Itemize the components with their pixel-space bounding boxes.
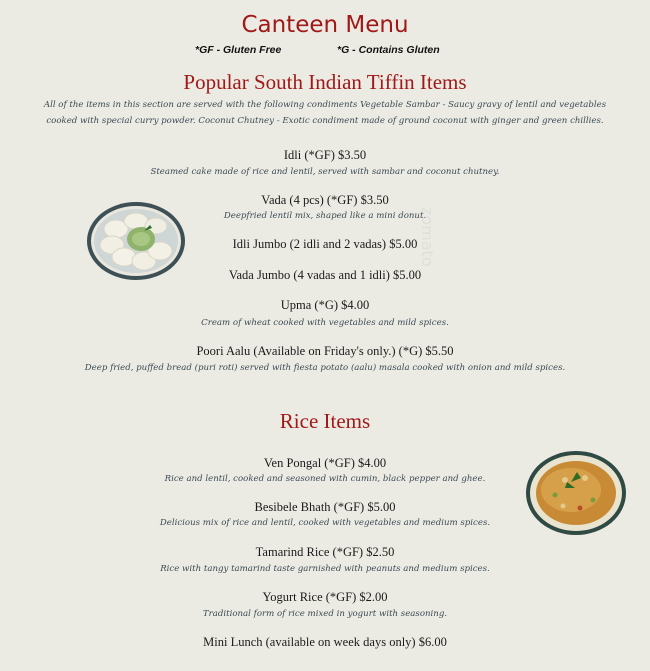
menu-item-name: Idli Jumbo (2 idli and 2 vadas) $5.00 bbox=[232, 237, 418, 251]
menu-item-description: Deep fried, puffed bread (puri roti) served with fiesta potato (aalu) masala cooked with onion and mild spices. bbox=[84, 363, 566, 373]
tiffin-heading: Popular South Indian Tiffin Items bbox=[183, 70, 467, 94]
menu-item-description: Rice with tangy tamarind taste garnished with peanuts and medium spices. bbox=[160, 564, 490, 574]
page-title: Canteen Menu bbox=[241, 12, 409, 38]
menu-item-description: Delicious mix of rice and lentil, cooked with vegetables and medium spices. bbox=[159, 518, 491, 528]
menu-item-name: Tamarind Rice (*GF) $2.50 bbox=[255, 545, 395, 559]
menu-item-name: Idli (*GF) $3.50 bbox=[283, 148, 367, 162]
legend-contains-gluten: *G - Contains Gluten bbox=[337, 44, 440, 56]
tiffin-intro bbox=[4, 97, 646, 129]
menu-item-description: Deepfried lentil mix, shaped like a mini donut. bbox=[223, 211, 427, 221]
menu-item-description: Rice and lentil, cooked and seasoned with cumin, black pepper and ghee. bbox=[164, 474, 486, 484]
menu-item-description: Cream of wheat cooked with vegetables and mild spices. bbox=[201, 318, 449, 328]
menu-item-name: Besibele Bhath (*GF) $5.00 bbox=[254, 500, 396, 514]
menu-item-name: Mini Lunch (available on week days only) $6.00 bbox=[203, 635, 447, 649]
rice-dish-photo bbox=[525, 450, 627, 536]
menu-item-name: Upma (*G) $4.00 bbox=[280, 298, 370, 312]
tiffin-intro-line-1: All of the items in this section are served with the following condiments Vegetable Sambar - Saucy gravy of lentil and vegetables bbox=[43, 100, 607, 110]
menu-item-name: Vada (4 pcs) (*GF) $3.50 bbox=[261, 193, 389, 207]
menu-item-description: Steamed cake made of rice and lentil, served with sambar and coconut chutney. bbox=[150, 167, 500, 177]
menu-item-name: Yogurt Rice (*GF) $2.00 bbox=[262, 590, 388, 604]
menu-item-name: Ven Pongal (*GF) $4.00 bbox=[263, 456, 387, 470]
watermark: zomato bbox=[418, 207, 437, 267]
tiffin-intro-line-2: cooked with special curry powder. Coconut Chutney - Exotic condiment made of ground coconut with ginger and green chillies. bbox=[46, 116, 604, 126]
idli-vada-photo bbox=[86, 201, 186, 281]
legend-gluten-free: *GF - Gluten Free bbox=[195, 44, 282, 56]
menu-item-name: Poori Aalu (Available on Friday's only.) (*G) $5.50 bbox=[196, 344, 454, 358]
gluten-legend bbox=[0, 44, 650, 60]
menu-item-description: Traditional form of rice mixed in yogurt with seasoning. bbox=[202, 609, 448, 619]
rice-heading: Rice Items bbox=[279, 409, 371, 433]
menu-item-name: Vada Jumbo (4 vadas and 1 idli) $5.00 bbox=[228, 268, 422, 282]
